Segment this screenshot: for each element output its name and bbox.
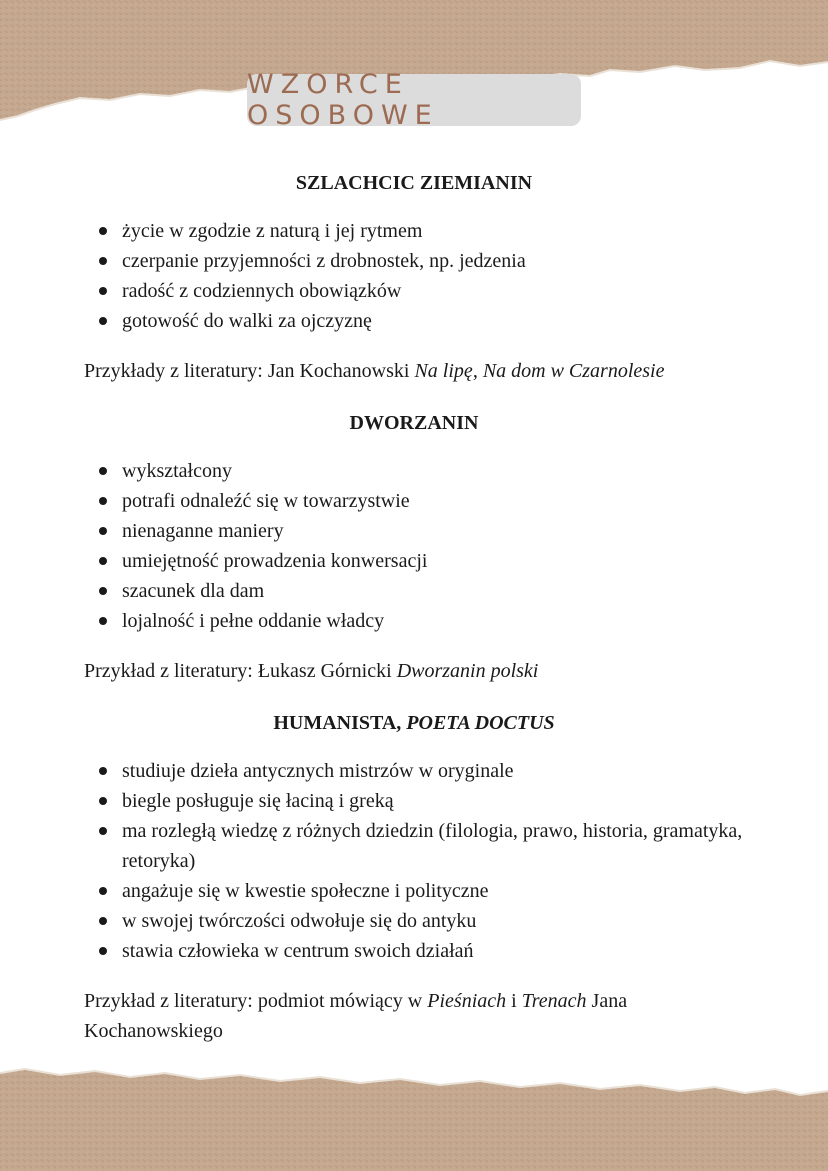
section-title: DWORZANIN	[349, 412, 479, 434]
work-title: Dworzanin polski	[396, 660, 539, 682]
list-item: gotowość do walki za ojczyznę	[84, 306, 744, 336]
list-item: życie w zgodzie z naturą i jej rytmem	[84, 216, 744, 246]
list-item: ma rozległą wiedzę z różnych dziedzin (filologia, prawo, historia, gramatyka, retoryka)	[84, 816, 744, 876]
section-humanista	[84, 708, 744, 1046]
page-title-badge	[247, 69, 581, 131]
list-item: czerpanie przyjemności z drobnostek, np. jedzenia	[84, 246, 744, 276]
list-item: umiejętność prowadzenia konwersacji	[84, 546, 744, 576]
example-line	[84, 356, 744, 386]
bullet-list	[84, 456, 744, 636]
example-line	[84, 986, 744, 1046]
work-title: Trenach	[521, 990, 587, 1012]
example-separator: ,	[472, 360, 483, 382]
section-szlachcic	[84, 168, 744, 386]
example-prefix: Przykład z literatury: Łukasz Górnicki	[84, 660, 397, 682]
list-item: radość z codziennych obowiązków	[84, 276, 744, 306]
page-title: WZORCE OSOBOWE	[247, 69, 439, 131]
work-title: Na lipę	[414, 360, 473, 382]
list-item: stawia człowieka w centrum swoich działań	[84, 936, 744, 966]
torn-paper-bottom	[0, 1051, 828, 1171]
section-title-italic: POETA DOCTUS	[406, 712, 555, 734]
list-item: nienaganne maniery	[84, 516, 744, 546]
example-conjunction: i	[506, 990, 522, 1012]
list-item: wykształcony	[84, 456, 744, 486]
example-prefix: Przykłady z literatury: Jan Kochanowski	[84, 360, 415, 382]
list-item: potrafi odnaleźć się w towarzystwie	[84, 486, 744, 516]
example-suffix: Jana Kochanowskiego	[84, 990, 628, 1042]
bullet-list	[84, 216, 744, 336]
work-title: Na dom w Czarnolesie	[482, 360, 665, 382]
example-line	[84, 656, 744, 686]
section-title-plain: HUMANISTA,	[273, 712, 407, 734]
document-body	[84, 168, 744, 1068]
list-item: angażuje się w kwestie społeczne i polityczne	[84, 876, 744, 906]
work-title: Pieśniach	[427, 990, 507, 1012]
list-item: biegle posługuje się łaciną i greką	[84, 786, 744, 816]
list-item: studiuje dzieła antycznych mistrzów w oryginale	[84, 756, 744, 786]
example-prefix: Przykład z literatury: podmiot mówiący w	[84, 990, 428, 1012]
list-item: lojalność i pełne oddanie władcy	[84, 606, 744, 636]
section-title	[84, 708, 744, 738]
bullet-list	[84, 756, 744, 966]
section-dworzanin	[84, 408, 744, 686]
list-item: w swojej twórczości odwołuje się do antyku	[84, 906, 744, 936]
section-title: SZLACHCIC ZIEMIANIN	[295, 172, 533, 194]
list-item: szacunek dla dam	[84, 576, 744, 606]
